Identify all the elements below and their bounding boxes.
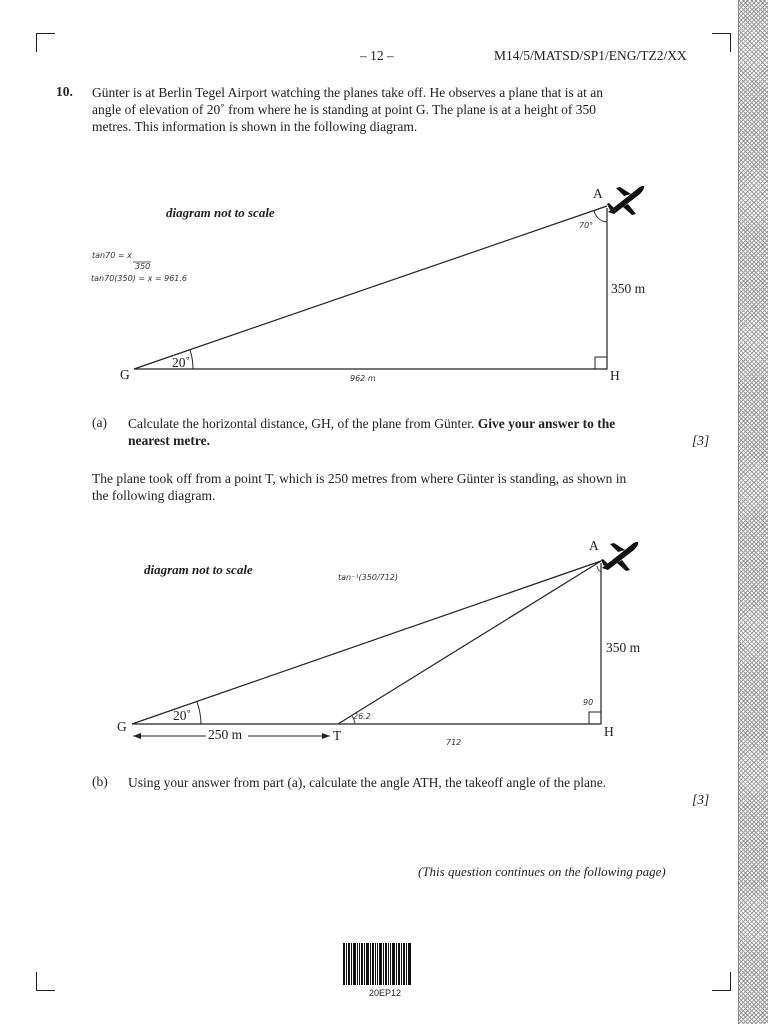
part-a-marks: [3] (692, 433, 710, 448)
continue-note: (This question continues on the following page) (418, 864, 666, 879)
barcode-text: 20EP12 (369, 988, 402, 998)
diagram-2-height-label: 350 m (606, 640, 641, 655)
diagram-1-angle-g: 20˚ (172, 355, 190, 370)
diagram-1-point-h: H (610, 368, 620, 383)
handwritten-th-length: 712 (446, 738, 462, 747)
handwritten-right-angle: 90 (583, 698, 594, 707)
question-number: 10. (56, 84, 73, 99)
diagram-2-note: diagram not to scale (144, 562, 253, 577)
handwritten-angle-a: 70° (579, 221, 594, 230)
diagram-2-point-t: T (333, 728, 342, 743)
diagram-1-note: diagram not to scale (166, 205, 275, 220)
diagram-2-point-g: G (117, 719, 127, 734)
part-a-text-plain: Calculate the horizontal distance, GH, of the plane from Günter. (128, 416, 478, 431)
part-b-text: Using your answer from part (a), calculate the angle ATH, the takeoff angle of the plane. (128, 775, 607, 790)
part-a-text-bold: Give your answer to the nearest metre. (128, 416, 616, 449)
page-number: – 12 – (360, 48, 394, 63)
diagram-1-point-g: G (120, 367, 130, 382)
handwritten-angle-t: 26.2 (353, 712, 371, 721)
handwritten-working-line1: tan70 = x (92, 251, 132, 260)
handwritten-working-line2: tan70(350) = x = 961.6 (91, 274, 188, 283)
handwritten-base-length: 962 m (350, 374, 376, 383)
between-text: The plane took off from a point T, which is 250 metres from where Günter is standing, as shown in the following diagram. (92, 471, 627, 504)
question-intro: Günter is at Berlin Tegel Airport watching the planes take off. He observes a plane that is at an angle of elevation of 20˚ from where he is standing at point G. The plane is at a height of 350 metres. This information is shown in the following diagram. (92, 85, 604, 135)
handwritten-working-line1b: 350 (135, 262, 151, 271)
part-b-label: (b) (92, 774, 108, 789)
part-a-label: (a) (92, 415, 107, 430)
part-b-marks: [3] (692, 792, 710, 807)
paper-code: M14/5/MATSD/SP1/ENG/TZ2/XX (494, 48, 687, 63)
handwritten-tan-inverse (338, 573, 398, 582)
diagram-2-point-h: H (604, 724, 614, 739)
diagram-2-angle-g: 20˚ (173, 708, 191, 723)
diagram-1-point-a: A (593, 186, 603, 201)
barcode (343, 943, 413, 985)
handwritten-tan-inverse-expression: tan⁻¹(350/712) (338, 573, 399, 582)
airplane-icon (600, 538, 640, 572)
diagram-2-gt-label: 250 m (208, 727, 243, 742)
diagram-2-point-a: A (589, 538, 599, 553)
diagram-1-height-label: 350 m (611, 281, 646, 296)
